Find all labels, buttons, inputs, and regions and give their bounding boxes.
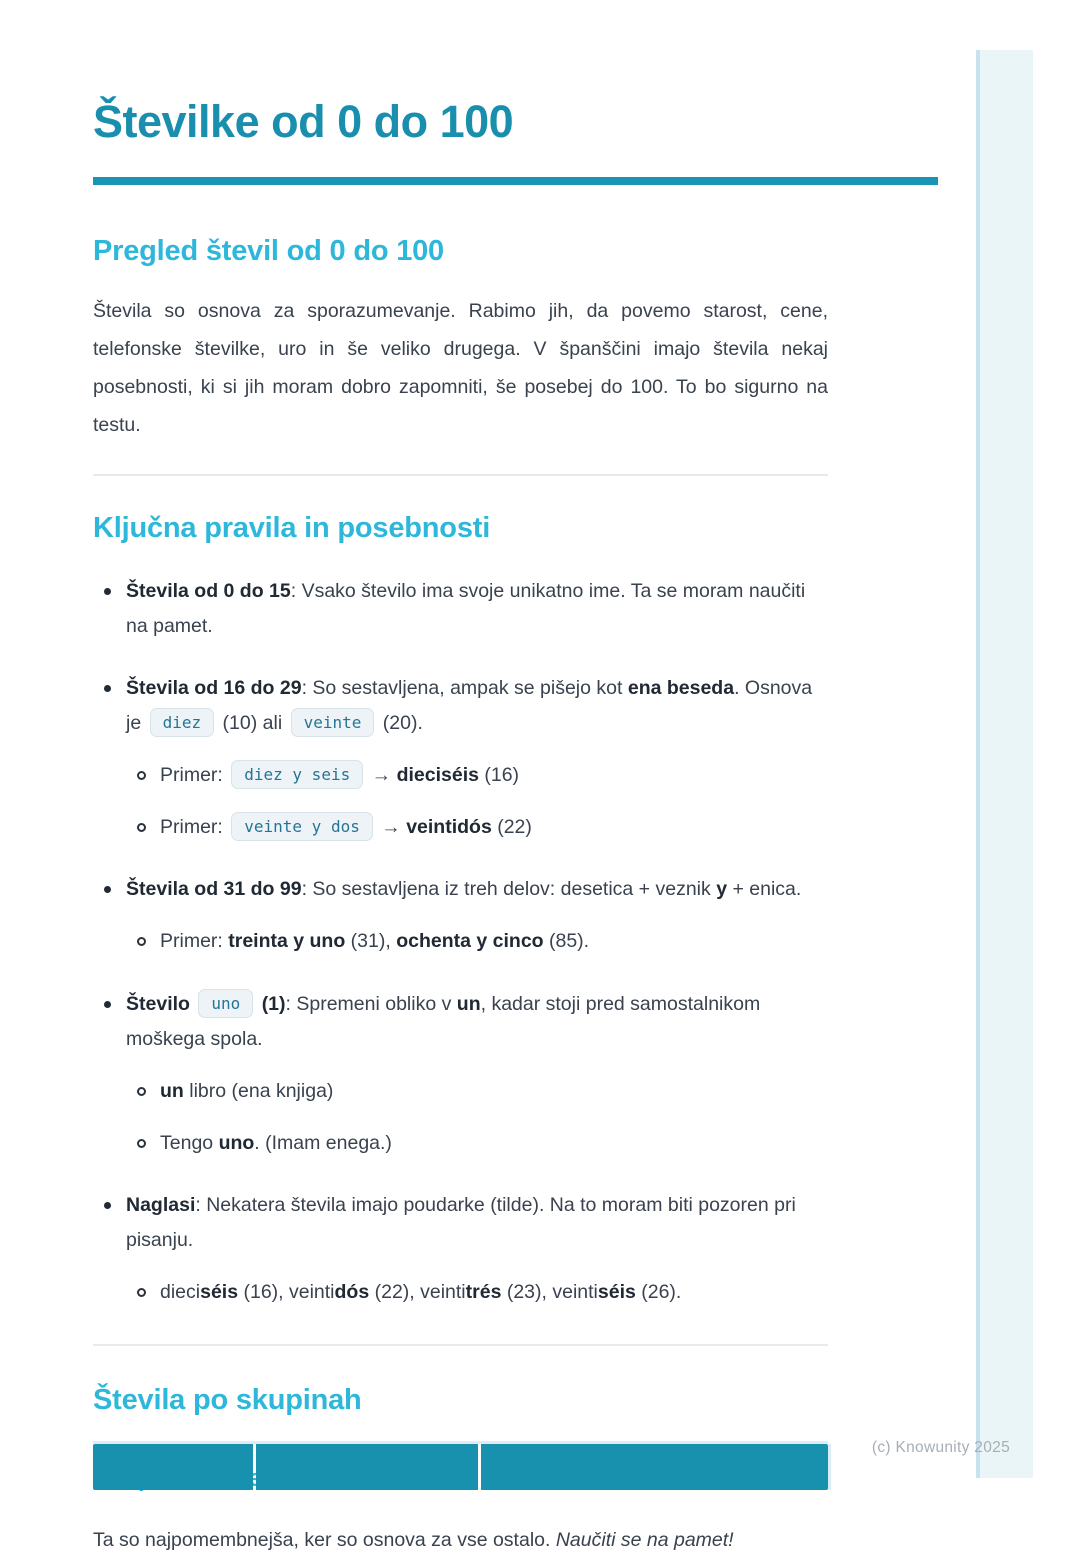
circle-bullet-icon — [137, 823, 146, 832]
text-segment: (22), veinti — [369, 1281, 466, 1304]
text-segment: Števila od 31 do 99 — [126, 878, 302, 901]
text-segment: un — [160, 1079, 184, 1102]
list-item-text — [93, 987, 828, 1057]
text-segment: séis — [597, 1281, 636, 1304]
text-segment: : So sestavljena iz treh delov: desetica + veznik — [301, 878, 717, 901]
list-item-text — [93, 671, 828, 741]
text-segment: libro (ena knjiga) — [183, 1079, 334, 1102]
text-segment: Števila od 16 do 29 — [126, 676, 302, 699]
group-intro — [93, 1523, 828, 1558]
text-segment: veintidós — [406, 816, 492, 839]
text-segment: → — [375, 816, 407, 839]
circle-bullet-icon — [137, 1288, 146, 1297]
table-header-row — [93, 1444, 828, 1490]
table-header-cell — [481, 1444, 828, 1490]
text-segment: + enica. — [727, 878, 802, 901]
list-item-text — [93, 872, 828, 907]
text-segment: ochenta y cinco — [396, 930, 544, 953]
sub-list-item — [93, 924, 828, 959]
text-segment: trés — [465, 1281, 502, 1304]
text-segment — [190, 993, 195, 1015]
text-segment: (22) — [491, 816, 532, 839]
text-segment: Števila od 0 do 15 — [126, 579, 291, 602]
code-chip: diez — [150, 708, 215, 737]
bullet-icon — [104, 1001, 111, 1008]
text-segment: treinta y uno — [228, 930, 346, 953]
page-title: Številke od 0 do 100 — [93, 96, 514, 147]
text-segment: dieci — [160, 1281, 201, 1304]
bullet-icon — [104, 685, 111, 692]
sub-list-item — [93, 1074, 828, 1109]
rules-heading: Ključna pravila in posebnosti — [93, 512, 491, 545]
circle-bullet-icon — [137, 1139, 146, 1148]
text-segment: (16) — [478, 764, 520, 787]
text-segment: (16), veinti — [238, 1281, 335, 1304]
text-segment: Ta so najpomembnejša, ker so osnova za vse ostalo. — [93, 1528, 556, 1551]
title-rule — [93, 177, 938, 185]
text-segment: → — [366, 764, 397, 787]
bullet-icon — [104, 886, 111, 893]
list-item-text — [93, 574, 828, 644]
text-segment: Tengo — [160, 1131, 219, 1154]
text-segment: ena beseda — [627, 676, 735, 699]
list-item — [93, 574, 828, 644]
text-segment: (26). — [635, 1281, 682, 1304]
code-chip: diez y seis — [231, 760, 363, 789]
text-segment: y — [716, 878, 728, 901]
text-segment: Primer: — [160, 816, 229, 839]
text-segment: : So sestavljena, ampak se pišejo kot — [301, 676, 628, 699]
table-header-cell — [256, 1444, 478, 1490]
text-segment: (20). — [377, 712, 423, 735]
text-segment: (1) — [261, 992, 286, 1015]
circle-bullet-icon — [137, 771, 146, 780]
overview-heading: Pregled števil od 0 do 100 — [93, 235, 444, 267]
text-segment: (31), — [345, 930, 397, 953]
text-segment: . Osnova je — [126, 676, 813, 735]
text-segment: uno — [218, 1131, 255, 1154]
section-divider — [93, 474, 828, 476]
table-header-cell — [93, 1444, 253, 1490]
text-segment: Primer: — [160, 764, 229, 787]
code-chip: uno — [198, 989, 253, 1018]
text-segment: Primer: — [160, 930, 229, 953]
list-item-text — [93, 1188, 828, 1258]
text-segment: dieciséis — [396, 764, 479, 787]
list-item — [93, 987, 828, 1161]
sub-list-item — [93, 758, 828, 793]
overview-paragraph: Števila so osnova za sporazumevanje. Rabimo jih, da povemo starost, cene, telefonske številke, uro in še veliko drugega. V španščini imajo števila nekaj posebnosti, ki si jih moram dobro zapomniti, še posebej do 100. To bo sigurno na testu. — [93, 300, 828, 437]
list-item — [93, 872, 828, 959]
text-segment: Število — [126, 992, 190, 1015]
bullet-icon — [104, 1202, 111, 1209]
text-segment: (10) ali — [217, 712, 288, 735]
code-chip: veinte y dos — [231, 812, 373, 841]
groups-heading: Števila po skupinah — [93, 1384, 362, 1417]
bullet-icon — [104, 588, 111, 595]
text-segment: Naučiti se na pamet! — [555, 1528, 734, 1551]
sub-list-item — [93, 810, 828, 845]
text-segment: (85). — [543, 930, 590, 953]
circle-bullet-icon — [137, 937, 146, 946]
text-segment: séis — [200, 1281, 239, 1304]
sub-list-item — [93, 1126, 828, 1161]
text-segment: : Vsako število ima svoje unikatno ime. Ta se moram naučiti na pamet. — [126, 579, 806, 637]
list-item — [93, 671, 828, 845]
rules-list — [93, 574, 828, 1310]
list-item — [93, 1188, 828, 1310]
text-segment: (23), veinti — [501, 1281, 598, 1304]
code-chip: veinte — [291, 708, 375, 737]
text-segment: un — [456, 992, 481, 1015]
sub-list-item — [93, 1275, 828, 1310]
page-side-strip — [976, 50, 1033, 1478]
text-segment: : Spremeni obliko v — [285, 992, 457, 1015]
copyright-note: (c) Knowunity 2025 — [871, 1439, 1010, 1456]
text-segment: dós — [334, 1281, 370, 1304]
text-segment: . (Imam enega.) — [254, 1131, 392, 1154]
document-content — [93, 0, 828, 1558]
text-segment: : Nekatera števila imajo poudarke (tilde). Na to moram biti pozoren pri pisanju. — [126, 1193, 796, 1251]
section-divider — [93, 1344, 828, 1346]
circle-bullet-icon — [137, 1087, 146, 1096]
text-segment: , kadar stoji pred samostalnikom moškega spola. — [126, 992, 761, 1050]
text-segment: Naglasi — [126, 1193, 196, 1216]
